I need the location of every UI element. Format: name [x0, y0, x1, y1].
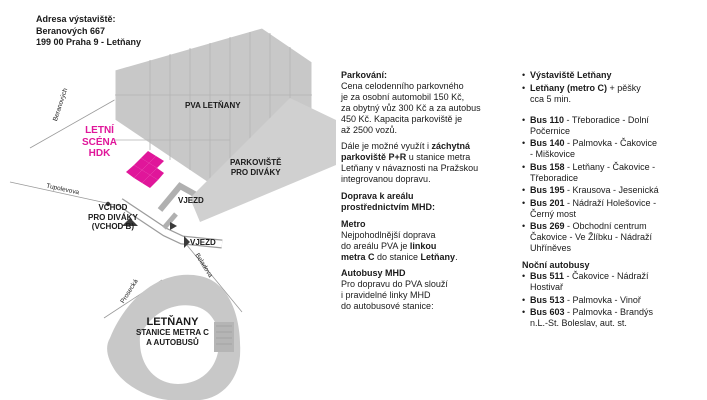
- address-city: 199 00 Praha 9 - Letňany: [36, 37, 142, 47]
- list-item: • Bus 513 - Palmovka - Vinoř: [522, 295, 704, 306]
- list-item: • Výstaviště Letňany: [522, 70, 704, 81]
- list-item: • Bus 269 - Obchodní centrum Čakovice - Ve Žlíbku - Nádraží Uhříněves: [522, 221, 704, 254]
- address-street: Beranových 667: [36, 25, 106, 36]
- stop-list: [522, 70, 704, 105]
- metro-title: Metro: [341, 219, 366, 229]
- road-label-tupolevova: Tupolevova: [45, 182, 80, 197]
- road-label-beranovych: Beranových: [52, 87, 70, 123]
- parking-title: Parkování:: [341, 70, 388, 80]
- vjezd-arrow-icon-top: [170, 222, 177, 230]
- park-and-ride-text: Dále je možné využít i záchytná parkoviště P+R u stanice metra Letňany v návaznosti na Pražskou integrovanou dopravu.: [341, 141, 479, 184]
- list-item: • Bus 201 - Nádraží Holešovice - Černý most: [522, 198, 704, 220]
- road-label-prosecka: Prosecká: [119, 278, 140, 305]
- bus-text: Pro dopravu do PVA slouží i pravidelné linky MHD do autobusové stanice:: [341, 279, 448, 311]
- label-letnany-stanice: LETŇANY STANICE METRA C A AUTOBUSŮ: [136, 316, 209, 347]
- label-parkoviste: PARKOVIŠTĚ PRO DIVÁKY: [230, 158, 282, 177]
- address-title: Adresa výstaviště:: [36, 14, 116, 24]
- bus-title: Autobusy MHD: [341, 268, 406, 278]
- metro-text: Nejpohodlnější doprava do areálu PVA je linkou metra C do stanice Letňany.: [341, 230, 458, 262]
- parking-text: Cena celodenního parkovného je za osobní automobil 150 Kč, za obytný vůz 300 Kč a za autobus 450 Kč. Kapacita parkoviště je až 2500 vozů.: [341, 81, 481, 135]
- list-item: • Bus 603 - Palmovka - Brandýs n.L.-St. Boleslav, aut. st.: [522, 307, 704, 329]
- bus-line-list: [522, 115, 704, 255]
- list-item: • Bus 158 - Letňany - Čakovice - Třeboradice: [522, 162, 704, 184]
- label-vchod: VCHOD PRO DIVÁKY (VCHOD B): [88, 203, 138, 231]
- list-item: • Letňany (metro C) + pěšky cca 5 min.: [522, 83, 704, 105]
- label-letni-scena-hdk: LETNÍ SCÉNA HDK: [82, 125, 118, 159]
- road-label-beladova: Beladova: [193, 252, 214, 279]
- bus-lines-column: [522, 70, 704, 331]
- list-item: • Bus 140 - Palmovka - Čakovice - Miškovice: [522, 138, 704, 160]
- label-pva-letnany: PVA LETŇANY: [185, 101, 241, 110]
- label-vjezd-top: VJEZD: [178, 196, 204, 205]
- label-vjezd-bottom: VJEZD: [190, 238, 216, 247]
- mhd-title: Doprava k areálu prostřednictvím MHD:: [341, 191, 436, 212]
- night-bus-list: [522, 271, 704, 329]
- night-bus-title: Noční autobusy: [522, 260, 590, 270]
- list-item: • Bus 110 - Třeboradice - Dolní Počernice: [522, 115, 704, 137]
- transport-info-column: [341, 70, 503, 312]
- summer-stage-marker: [126, 151, 164, 188]
- list-item: • Bus 195 - Krausova - Jesenická: [522, 185, 704, 196]
- list-item: • Bus 511 - Čakovice - Nádraží Hostivař: [522, 271, 704, 293]
- bus-platform: [214, 322, 234, 352]
